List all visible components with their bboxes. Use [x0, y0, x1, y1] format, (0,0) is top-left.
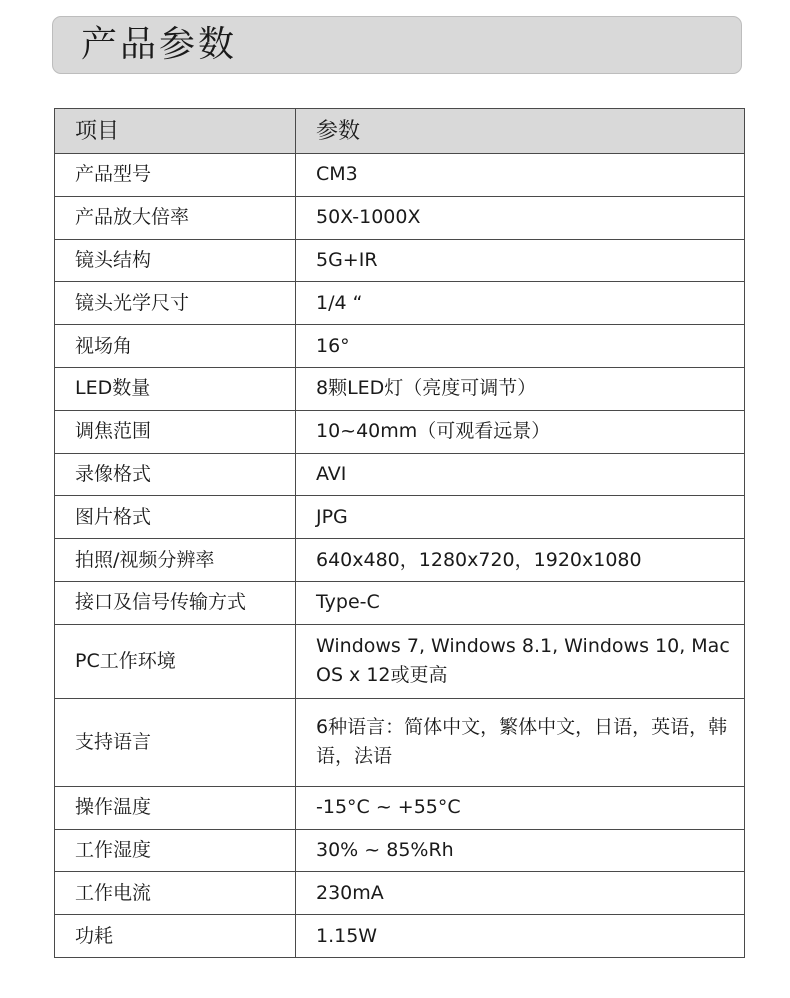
row-item: 产品放大倍率 — [55, 196, 296, 239]
table-row — [55, 282, 745, 325]
row-item: 工作湿度 — [55, 829, 296, 872]
table-row — [55, 786, 745, 829]
table-row — [55, 325, 745, 368]
row-value: 5G+IR — [296, 239, 745, 282]
table-row — [55, 367, 745, 410]
spec-table — [54, 108, 745, 958]
row-item: 产品型号 — [55, 154, 296, 197]
row-value: -15°C ~ +55°C — [296, 786, 745, 829]
row-item: 功耗 — [55, 915, 296, 958]
table-row — [55, 872, 745, 915]
table-row — [55, 239, 745, 282]
row-value: 50X-1000X — [296, 196, 745, 239]
table-row — [55, 410, 745, 453]
row-item: 调焦范围 — [55, 410, 296, 453]
table-row — [55, 196, 745, 239]
row-value: 6种语言：简体中文，繁体中文，日语，英语，韩语，法语 — [296, 698, 745, 786]
table-row — [55, 453, 745, 496]
title-banner — [52, 16, 742, 74]
row-item: 拍照/视频分辨率 — [55, 539, 296, 582]
row-item: 镜头结构 — [55, 239, 296, 282]
row-item: 视场角 — [55, 325, 296, 368]
table-header-row — [55, 109, 745, 154]
table-row — [55, 624, 745, 698]
row-item: 图片格式 — [55, 496, 296, 539]
row-value: 8颗LED灯（亮度可调节） — [296, 367, 745, 410]
row-item: PC工作环境 — [55, 624, 296, 698]
row-item: 镜头光学尺寸 — [55, 282, 296, 325]
row-value: 30% ~ 85%Rh — [296, 829, 745, 872]
table-row — [55, 581, 745, 624]
row-item: 支持语言 — [55, 698, 296, 786]
row-value: CM3 — [296, 154, 745, 197]
row-item: LED数量 — [55, 367, 296, 410]
row-value: 1/4 “ — [296, 282, 745, 325]
row-item: 接口及信号传输方式 — [55, 581, 296, 624]
row-value: 640x480，1280x720，1920x1080 — [296, 539, 745, 582]
table-row — [55, 698, 745, 786]
table-row — [55, 915, 745, 958]
table-row — [55, 539, 745, 582]
row-value: AVI — [296, 453, 745, 496]
row-value: 16° — [296, 325, 745, 368]
row-value: Windows 7, Windows 8.1, Windows 10, Mac OS x 12或更高 — [296, 624, 745, 698]
row-item: 工作电流 — [55, 872, 296, 915]
row-value: JPG — [296, 496, 745, 539]
row-item: 操作温度 — [55, 786, 296, 829]
table-row — [55, 154, 745, 197]
row-value: 10~40mm（可观看远景） — [296, 410, 745, 453]
page-title: 产品参数 — [81, 24, 238, 65]
row-value: 1.15W — [296, 915, 745, 958]
row-item: 录像格式 — [55, 453, 296, 496]
row-value: 230mA — [296, 872, 745, 915]
row-value: Type-C — [296, 581, 745, 624]
table-row — [55, 496, 745, 539]
header-item: 项目 — [55, 109, 296, 154]
table-row — [55, 829, 745, 872]
header-value: 参数 — [296, 109, 745, 154]
